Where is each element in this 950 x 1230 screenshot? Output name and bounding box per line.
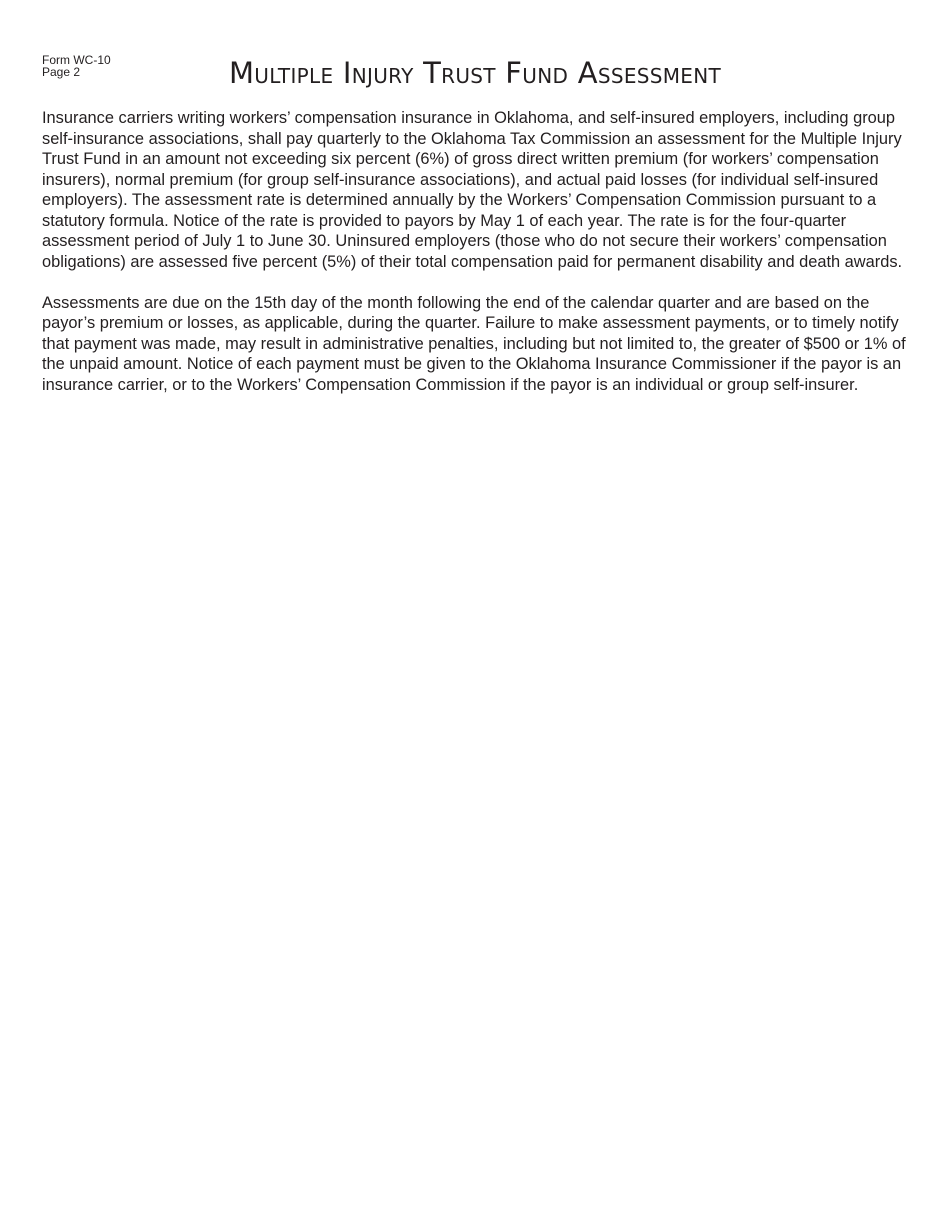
document-body: [42, 108, 912, 395]
form-number: Form WC-10: [42, 53, 111, 67]
page-number: Page 2: [42, 65, 81, 79]
page-title: Multiple Injury Trust Fund Assessment: [228, 56, 722, 90]
paragraph-payment-due: Assessments are due on the 15th day of the month following the end of the calendar quarter and are based on the payor’s premium or losses, as applicable, during the quarter. Failure to make assessment payments, or to timely notify that payment was made, may result in administrative penalties, including but not limited to, the greater of $500 or 1% of the unpaid amount. Notice of each payment must be given to the Oklahoma Insurance Commissioner if the payor is an insurance carrier, or to the Workers’ Compensation Commission if the payor is an individual or group self-insurer.: [42, 293, 906, 394]
paragraph-assessment-overview: Insurance carriers writing workers’ compensation insurance in Oklahoma, and self-insured employers, including group self-insurance associations, shall pay quarterly to the Oklahoma Tax Commission an assessment for the Multiple Injury Trust Fund in an amount not exceeding six percent (6%) of gross direct written premium (for workers’ compensation insurers), normal premium (for group self-insurance associations), and actual paid losses (for individual self-insured employers). The assessment rate is determined annually by the Workers’ Compensation Commission pursuant to a statutory formula. Notice of the rate is provided to payors by May 1 of each year. The rate is for the four-quarter assessment period of July 1 to June 30. Uninsured employers (those who do not secure their workers’ compensation obligations) are assessed five percent (5%) of their total compensation paid for permanent disability and death awards.: [42, 109, 903, 271]
